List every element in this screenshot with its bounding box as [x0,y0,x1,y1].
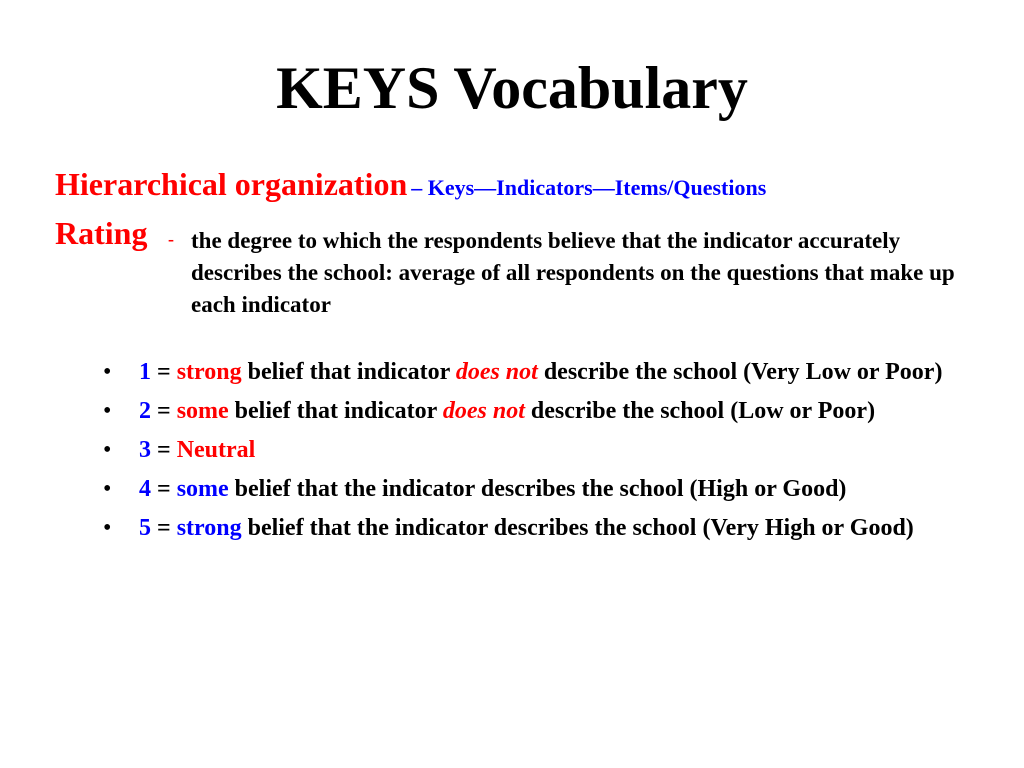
rating-scale-list [103,356,993,551]
scale-equals: = [151,398,177,424]
bullet-icon: • [103,476,112,502]
scale-number: 5 [139,515,151,541]
hierarchical-organization-term: Hierarchical organization [55,166,408,202]
scale-strength: Neutral [176,437,256,463]
bullet-icon: • [103,398,112,424]
scale-strength: some [176,398,229,424]
scale-equals: = [151,359,177,385]
rating-separator: - [168,229,174,249]
bullet-icon: • [103,359,112,385]
scale-number: 1 [139,359,151,385]
scale-strength: strong [176,515,242,541]
rating-scale-item-1 [103,356,993,388]
bullet-icon: • [103,437,112,463]
scale-text-after: describe the school (Very Low or Poor) [537,359,943,385]
scale-number: 3 [139,437,151,463]
rating-scale-item-4 [103,473,993,505]
scale-strength: some [176,476,229,502]
scale-text-before: belief that the indicator describes the school (High or Good) [228,476,847,502]
scale-text-before: belief that the indicator describes the school (Very High or Good) [241,515,914,541]
scale-text-before: belief that indicator [241,359,456,385]
rating-scale-item-2 [103,395,993,427]
rating-scale-item-5 [103,512,993,544]
scale-emphasis: does not [442,398,525,424]
scale-strength: strong [176,359,242,385]
scale-text-before: belief that indicator [228,398,443,424]
bullet-icon: • [103,515,112,541]
slide-title: KEYS Vocabulary [276,55,748,121]
hierarchical-organization-text: – Keys—Indicators—Items/Questions [411,175,767,200]
scale-equals: = [151,515,177,541]
scale-text-after: describe the school (Low or Poor) [524,398,876,424]
rating-description: the degree to which the respondents believe that the indicator accurately describes the school: average of all respondents on the questions that make up each indicator [191,228,955,317]
scale-equals: = [151,476,177,502]
scale-equals: = [151,437,177,463]
rating-term: Rating [55,215,148,251]
scale-number: 4 [139,476,151,502]
scale-number: 2 [139,398,151,424]
rating-scale-item-3 [103,434,993,466]
hierarchical-organization-definition [55,166,766,203]
scale-emphasis: does not [455,359,538,385]
